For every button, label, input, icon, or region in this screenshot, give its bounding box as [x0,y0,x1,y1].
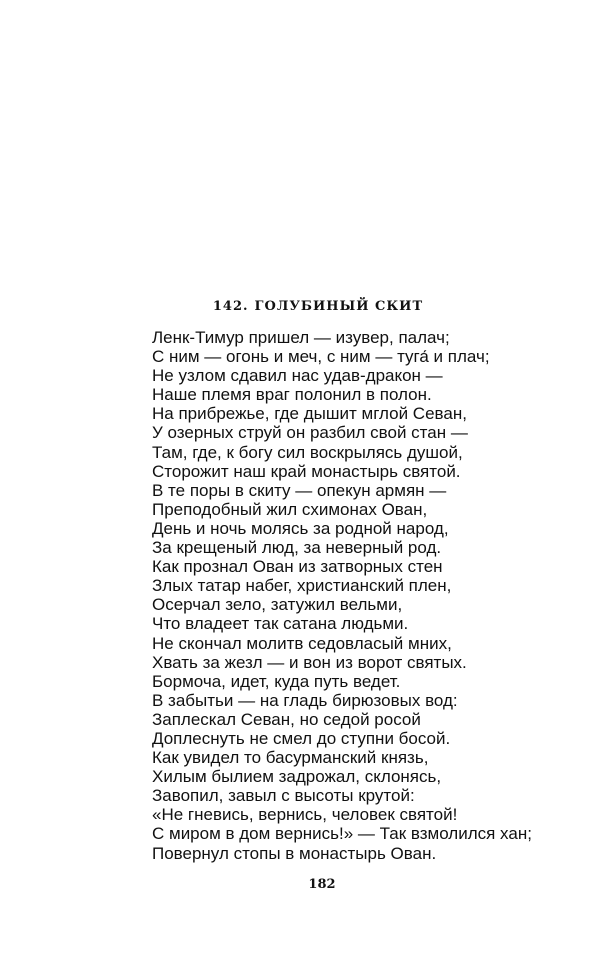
poem-line: Как прознал Ован из затворных стен [152,557,443,577]
poem-line: Осерчал зело, затужил вельми, [152,595,403,615]
poem-line: В забытьи — на гладь бирюзовых вод: [152,690,458,710]
poem-line: Сторожит наш край монастырь святой. [152,461,461,481]
poem-line: Хвать за жезл — и вон из ворот святых. [152,652,467,672]
poem-line: Наше племя враг полонил в полон. [152,385,432,405]
poem-line: Преподобный жил схимонах Ован, [152,499,428,519]
poem-line: На прибрежье, где дышит мглой Севан, [152,404,467,424]
poem-line: Завопил, завыл с высоты крутой: [152,786,415,806]
poem-line: День и ночь молясь за родной народ, [152,518,449,538]
poem-body [152,328,592,863]
poem-title-text: ГОЛУБИНЫЙ СКИТ [254,299,424,314]
poem-number: 142. [212,299,249,314]
poem-line: Там, где, к богу сил воскрылясь душой, [152,442,463,462]
poem-line: В те поры в скиту — опекун армян — [152,480,447,500]
poem-line: Как увидел то басурманский князь, [152,748,429,768]
poem-line: Бормоча, идет, куда путь ведет. [152,671,401,691]
poem-line: У озерных струй он разбил свой стан — [152,423,468,443]
poem-line: Повернул стопы в монастырь Ован. [152,843,437,863]
poem-line: Злых татар набег, христианский плен, [152,576,452,596]
poem-line: «Не гневись, вернись, человек святой! [152,805,458,825]
poem-line: Доплеснуть не смел до ступни босой. [152,728,451,748]
poem-line: Заплескал Севан, но седой росой [152,709,421,729]
poem-line: Ленк-Тимур пришел — изувер, палач; [152,328,450,347]
poem-line: С миром в дом вернись!» — Так взмолился хан; [152,824,532,844]
poem-line: Не узлом сдавил нас удав-дракон — [152,366,443,386]
poem-line: Не скончал молитв седовласый мних, [152,633,452,653]
poem-line: Хилым былием задрожал, склонясь, [152,767,442,787]
poem-line: Что владеет так сатана людьми. [152,614,409,634]
poem-title [0,299,600,314]
poem-line: С ним — огонь и меч, с ним — туга́ и плач; [152,347,490,367]
poem-line: За крещеный люд, за неверный род. [152,538,442,558]
page-number: 182 [308,877,336,892]
